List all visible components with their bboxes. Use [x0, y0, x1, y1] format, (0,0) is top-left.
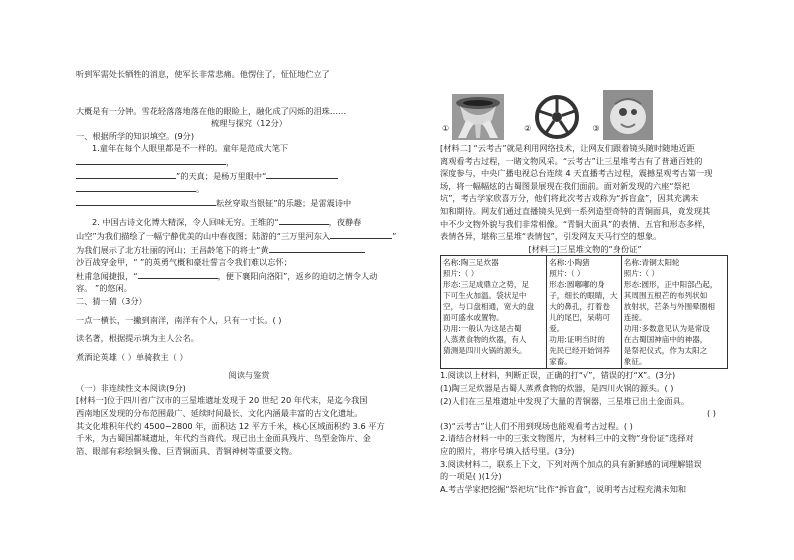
answer-blank[interactable]: [76, 169, 176, 179]
passage-line-2: 大概是有一分钟。雪花轻落落地落在他的眼睑上，融化成了闪烁的泪珠……: [76, 105, 347, 116]
material-1-line-1: [材料一]位于四川省广汉市的三星堆遗址发现于 20 世纪 20 年代末，是迄今我国: [76, 395, 368, 406]
card-owl-jar: 名称:小陶猪 照片:（ ） 形态:圆嘟嘟的身 子，细长的眼睛，大 大的鼻孔，打着卷 儿的尾巴，呆萌可爱。 功用:证明当时的 先民已经开始饲养 家畜。: [547, 256, 622, 369]
q2-heading: 二、猜一猜（3分）: [76, 295, 147, 306]
q1-line-b: ”的天真；是杨万里眼中“: [76, 169, 422, 183]
q1-item-2-line-5: 杜甫急闻捷报，“ ，便下襄阳向洛阳”，返乡的迫切之情令人动: [76, 270, 378, 281]
q-reading-2-line-2: 应的照片，将序号填入括号里。(3分): [440, 445, 575, 456]
q-reading-1-2-paren: ( ): [707, 408, 716, 419]
part-one-heading: （一）非连续性文本阅读(9分): [76, 382, 186, 393]
right-column: [440, 76, 730, 495]
q-reading-3-line-1: 3.阅读材料二，联系上下文，下列对两个加点的具有新鲜感的词理解错误: [440, 458, 702, 469]
q1-item-1: 1.童年在每个人眼里都是不一样的。童年是范成大笔下: [92, 143, 289, 154]
card-bronze-sun-wheel: 名称:青铜太阳轮 照片:（ ） 形态:圆形，正中阳部凸起， 其周围五根芒的布列状如 放射状，芒条与外围晕圈相 连接。 功用:多数意见认为是常设 在古蜀国神庙中的神器， 是祭祀仪式，作为太阳之 象征。: [621, 256, 727, 369]
q1-item-2-line-4: 沙百战穿金甲，“ ”的英勇气概和豪壮誓言令我们难以忘怀；: [76, 257, 292, 268]
q-reading-1: 1.阅读以上材料，判断正误，正确的打“√”，错误的打“X”。(3分): [440, 370, 676, 381]
bronze-wheel-icon: [534, 94, 580, 140]
q-reading-3-line-2: 的一项是( )(1分): [440, 471, 502, 482]
material-1-line-2: 西南地区发现的分布范围最广、延续时间最长、文化内涵最丰富的古文化遗址。: [76, 408, 363, 419]
q2-idioms: 煮酒论英雄（ ）单骑救主（ ）: [76, 351, 188, 362]
section-title-sorting: 梳理与探究（12分）: [211, 118, 287, 129]
answer-blank[interactable]: [279, 215, 329, 225]
q1-item-2-line-3: 为我们展示了北方壮丽的河山；王昌龄笔下的将士“黄: [76, 243, 422, 257]
q1-line-d: 耘丝穿取当银钲”的乐趣；是雷震诗中: [76, 196, 422, 210]
material-2-line-8: 表情各异，堪称三星堆“表情包”，引发网友天马行空的想象。: [440, 231, 662, 242]
material-1-line-5: 箔、眼部有彩绘铜头像、巨青铜面具、青铜神树等重要文物。: [76, 445, 298, 456]
tripod-vessel-icon: [452, 94, 504, 140]
q1-item-2-line-6: 容。 ”的悠闲。: [76, 283, 132, 294]
material-2-line-5: 坑”，考古学家欣喜万分，他们将此次考古戏称为“拆盲盒”，因其充满未: [440, 193, 699, 204]
section-title-reading: 阅读与鉴赏: [228, 370, 270, 381]
answer-blank[interactable]: [76, 182, 196, 192]
material-2-line-7: 中不少文物外貌与我们非常相像。“青铜大面具”的表情、五官和形态多样，: [440, 218, 711, 229]
artifact-2: ②: [524, 94, 580, 140]
answer-blank[interactable]: [330, 229, 392, 239]
q1-line-a: ，: [76, 155, 422, 169]
q1-item-2-line-2: 山空”为我们描绘了一幅宁静优美的山中春夜图；陆游的“三万里河东入 ”: [76, 230, 397, 241]
artifact-images: [442, 76, 730, 140]
answer-blank[interactable]: [269, 243, 365, 253]
q-reading-3-option-a: A.考古学家把挖掘“祭祀坑”比作“拆盲盒”，说明考古过程充满未知和: [440, 483, 687, 494]
artifact-1: ①: [442, 94, 504, 140]
answer-blank[interactable]: [76, 155, 226, 165]
q1-item-2-line-1: 2. 中国古诗文化博大精深，令人回味无穷。王维的“ ，夜静春: [92, 217, 362, 228]
artifact-id-cards: [440, 255, 728, 369]
q-reading-1-3: (3)“云考古”让人们不用到现场也能观看考古过程。( ): [440, 420, 633, 431]
q2-riddle: 一点一横长，一撇到南洋，南洋有个人，只有一寸长。( ): [76, 314, 282, 325]
left-column: [76, 68, 422, 457]
artifact-3: ③: [592, 90, 652, 140]
material-2-line-2: 离观看考古过程，一睹文物风采。“云考古”让三星堆考古有了普通百姓的: [440, 155, 703, 166]
q-reading-1-1: (1)陶三足炊器是古蜀人蒸煮食物的炊器，是四川火锅的源头。( ): [440, 382, 674, 393]
answer-blank[interactable]: [76, 196, 216, 206]
answer-blank[interactable]: [138, 269, 218, 279]
q1-heading: 一、根据所学的知识填空。(9分): [76, 130, 195, 141]
material-2-line-1: [材料二] “云考古”就是利用网络技术，让网友们跟着镜头随时随地近距: [440, 143, 695, 153]
material-2-line-4: 场，将一幅幅炫的古蜀图景展现在我们面前。面对新发现的六座“祭祀: [440, 180, 690, 191]
q-reading-2-line-1: 2.请结合材料一中的三张文物图片，为材料三中的文物“身份证”选择对: [440, 433, 694, 444]
q1-line-c: 。: [76, 182, 422, 196]
material-1-line-4: 千米，为古蜀国都城遗址，年代约当商代。现已出土金面具残片、鸟型金饰片、金: [76, 433, 371, 444]
passage-line-1: 听到军需处长牺牲的消息，使军长非常悲痛。他愣住了，怔怔地伫立了: [76, 69, 330, 79]
material-2-line-6: 知和期待。网友们通过直播镜头见到一系列造型奇特的青铜面具，竟发现其: [440, 205, 711, 216]
q2-instruction: 读名著，根据提示填为主人公名。: [76, 333, 199, 344]
answer-blank[interactable]: [266, 169, 338, 179]
material-2-line-3: 深度参与，中央广播电视总台连续 4 天直播考古过程，震撼星观考古第一现: [440, 168, 713, 179]
q-reading-1-2: (2)人们在三星堆遗址中发现了大量的青铜器，三星堆已出土金面具。: [440, 395, 690, 406]
material-1-line-3: 其文化堆积年代约 4500−2800 年，面积达 12 平方千米，核心区域面积约 3.6 平方: [76, 420, 385, 431]
material-3-title: [材料三]三星堆文物的“身份证”: [528, 243, 642, 254]
card-pottery-tripod: 名称:陶三足炊器 照片:（ ） 形态:三足成鼎立之势，足 下可生火加温。袋状足中 空，与口盘相通，宽大的盘 面可盛水或置物。 功用:一般认为这是古蜀 人蒸煮食物的炊器，有人 猜测是四川火锅的源头。: [441, 256, 547, 369]
owl-jar-icon: [603, 90, 653, 140]
